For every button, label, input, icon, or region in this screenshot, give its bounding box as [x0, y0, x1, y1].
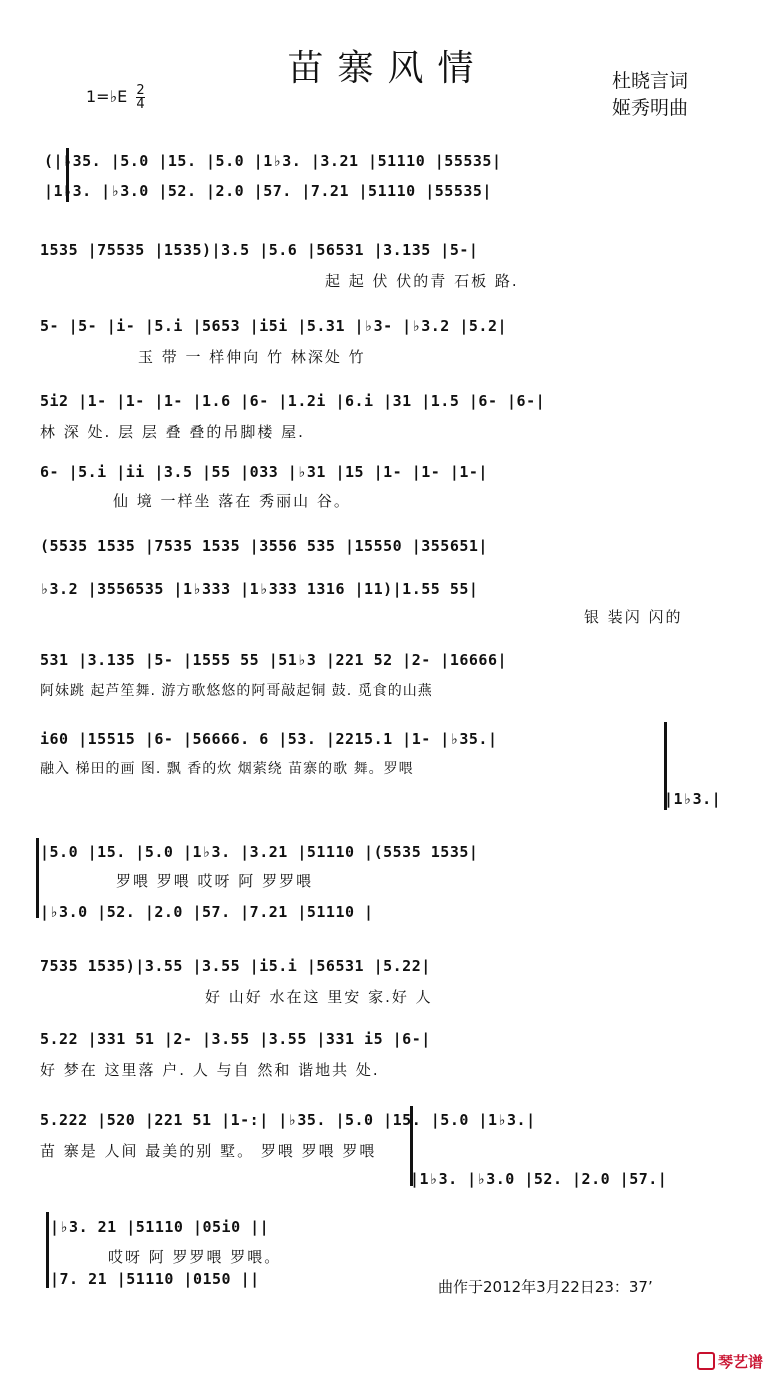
brand-watermark: [697, 1351, 763, 1372]
lyricist-credit: 杜晓言词: [612, 70, 689, 92]
score-line-10-voice-2: |♭3.0 |52. |2.0 |57. |7.21 |51110 |: [40, 903, 374, 921]
score-line-2: 1535 |75535 |1535)|3.5 |5.6 |56531 |3.135 |5-|: [40, 241, 479, 259]
score-line-9: i60 |15515 |6- |56666. 6 |53. |2215.1 |1- |♭35.|: [40, 730, 498, 748]
composer-credit: 姬秀明曲: [612, 97, 689, 119]
lyrics-line-8: 阿妹跳 起芦笙舞. 游方歌悠悠的阿哥敲起铜 鼓. 觅食的山燕: [40, 683, 433, 699]
key-signature: [86, 84, 145, 111]
score-line-3: 5- |5- |i- |5.i |5653 |i5i |5.31 |♭3- |♭3.2 |5.2|: [40, 317, 508, 335]
time-signature-numerator: 2: [136, 83, 145, 98]
page-title: 苗寨风情: [287, 48, 488, 89]
brand-name: 琴艺谱: [717, 1353, 763, 1371]
lyrics-line-14: 哎呀 阿 罗罗喂 罗喂。: [108, 1248, 282, 1266]
score-line-11: 7535 1535)|3.55 |3.55 |i5.i |56531 |5.22|: [40, 957, 431, 975]
score-line-13: 5.222 |520 |221 51 |1-:| |♭35. |5.0 |15. |5.0 |1♭3.|: [40, 1111, 536, 1129]
lyrics-line-5: 仙 境 一样坐 落在 秀丽山 谷。: [113, 492, 351, 510]
lyrics-line-2: 起 起 伏 伏的青 石板 路.: [325, 272, 519, 290]
time-signature: [136, 84, 144, 111]
score-line-1-voice-2: |1♭3. |♭3.0 |52. |2.0 |57. |7.21 |51110 |55535|: [44, 182, 492, 200]
score-line-5: 6- |5.i |ii |3.5 |55 |033 |♭31 |15 |1- |1- |1-|: [40, 463, 488, 481]
lyrics-line-13: 苗 寨是 人间 最美的别 墅。 罗喂 罗喂 罗喂: [40, 1142, 377, 1160]
lyrics-line-12: 好 梦在 这里落 户. 人 与自 然和 谐地共 处.: [40, 1061, 380, 1079]
score-line-14-voice-2: |7. 21 |51110 |0150 ||: [50, 1270, 260, 1288]
score-line-10-voice-1: |5.0 |15. |5.0 |1♭3. |3.21 |51110 |(5535 1535|: [40, 843, 479, 861]
score-line-12: 5.22 |331 51 |2- |3.55 |3.55 |331 i5 |6-|: [40, 1030, 431, 1048]
lyrics-line-7: 银 装闪 闪的: [584, 608, 683, 626]
score-line-6: (5535 1535 |7535 1535 |3556 535 |15550 |355651|: [40, 537, 488, 555]
qinyi-logo-icon: [697, 1352, 715, 1370]
lyrics-line-9: 融入 梯田的画 图. 飘 香的炊 烟萦绕 苗寨的歌 舞。罗喂: [40, 761, 414, 777]
composition-date-note: 曲作于2012年3月22日23：37’: [438, 1278, 653, 1296]
score-line-1-voice-1: (|♭35. |5.0 |15. |5.0 |1♭3. |3.21 |51110 |55535|: [44, 152, 502, 170]
score-line-14-voice-1: |♭3. 21 |51110 |05i0 ||: [50, 1218, 270, 1236]
score-line-13-voice-2: |1♭3. |♭3.0 |52. |2.0 |57.|: [410, 1170, 668, 1188]
time-signature-denominator: 4: [136, 97, 145, 112]
lyrics-line-4: 林 深 处. 层 层 叠 叠的吊脚楼 屋.: [40, 423, 305, 441]
score-line-4: 5i2 |1- |1- |1- |1.6 |6- |1.2i |6.i |31 |1.5 |6- |6-|: [40, 392, 546, 410]
score-line-9-voice-2: |1♭3.|: [664, 790, 722, 808]
lyrics-line-11: 好 山好 水在这 里安 家.好 人: [205, 988, 433, 1006]
lyrics-line-3: 玉 带 一 样伸向 竹 林深处 竹: [138, 348, 366, 366]
key-label: 1=♭E: [86, 87, 128, 106]
lyrics-line-10: 罗喂 罗喂 哎呀 阿 罗罗喂: [116, 872, 314, 890]
score-line-7: ♭3.2 |3556535 |1♭333 |1♭333 1316 |11)|1.55 55|: [40, 580, 479, 598]
score-line-8: 531 |3.135 |5- |1555 55 |51♭3 |221 52 |2- |16666|: [40, 651, 508, 669]
